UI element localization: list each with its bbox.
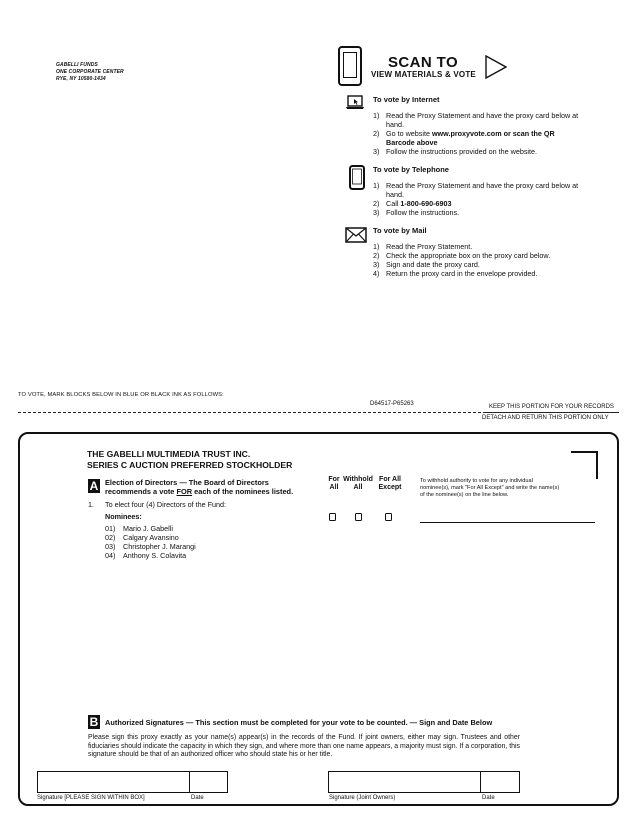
vote-by-telephone — [345, 165, 580, 221]
control-number: D64517-P65263 — [370, 401, 414, 407]
sender-line: ONE CORPORATE CENTER — [56, 69, 124, 75]
keep-portion-text: KEEP THIS PORTION FOR YOUR RECORDS — [489, 404, 614, 410]
list-item: 3) Follow the instructions. — [373, 208, 460, 217]
divider — [486, 412, 619, 413]
internet-steps — [373, 111, 583, 156]
list-item: 4) Return the proxy card in the envelope provided. — [373, 269, 538, 278]
list-item: 2) Call 1-800-690-6903 — [373, 199, 452, 208]
internet-title: To vote by Internet — [373, 95, 440, 104]
nominee-item: 03) Christopher J. Marangi — [105, 542, 196, 551]
column-header-withhold-all: Withhold All — [343, 476, 373, 491]
withhold-all-checkbox[interactable] — [355, 513, 362, 521]
proxyvote-url[interactable]: www.proxyvote.com or scan the QR Barcode above — [386, 129, 555, 147]
laptop-icon — [345, 95, 365, 111]
sender-line: RYE, NY 10580-1434 — [56, 76, 106, 82]
phone-number: 1-800-690-6903 — [400, 199, 452, 208]
nominee-exception-field[interactable] — [420, 522, 595, 523]
section-a-badge: A — [89, 479, 99, 493]
joint-signature-box[interactable] — [328, 771, 481, 793]
series-name: SERIES C AUCTION PREFERRED STOCKHOLDER — [87, 460, 293, 470]
vote-by-mail — [345, 226, 580, 282]
telephone-steps — [373, 181, 583, 217]
section-a-heading: Election of Directors — The Board of Directors recommends a vote FOR each of the nominees listed. — [105, 478, 294, 496]
sender-address — [56, 62, 124, 83]
nominees-label: Nominees: — [105, 512, 142, 521]
registration-mark — [571, 451, 598, 479]
nominee-item: 02) Calgary Avansino — [105, 533, 179, 542]
joint-date-label: Date — [482, 795, 495, 801]
arrow-right-icon — [485, 55, 507, 79]
date-label: Date — [191, 795, 204, 801]
column-header-for-all-except: For All Except — [378, 476, 402, 491]
telephone-title: To vote by Telephone — [373, 165, 449, 174]
ink-instructions: TO VOTE, MARK BLOCKS BELOW IN BLUE OR BLACK INK AS FOLLOWS: — [18, 392, 224, 398]
column-header-for-all: For All — [328, 476, 340, 491]
list-item: 1) Read the Proxy Statement. — [373, 242, 473, 251]
joint-signature-label: Signature (Joint Owners) — [329, 795, 396, 801]
nominee-item: 04) Anthony S. Colavita — [105, 551, 187, 560]
scan-subtitle: VIEW MATERIALS & VOTE — [371, 70, 476, 79]
signature-label: Signature [PLEASE SIGN WITHIN BOX] — [37, 795, 145, 801]
fund-name: THE GABELLI MULTIMEDIA TRUST INC. — [87, 449, 251, 459]
list-item: 1) Read the Proxy Statement and have the proxy card below at hand. — [373, 111, 579, 129]
list-item: 3) Sign and date the proxy card. — [373, 260, 480, 269]
section-b-badge: B — [89, 715, 99, 729]
list-item: 3) Follow the instructions provided on the website. — [373, 147, 538, 156]
list-item: 2) Check the appropriate box on the proxy card below. — [373, 251, 551, 260]
phone-icon — [349, 165, 369, 191]
date-box[interactable] — [189, 771, 228, 793]
nominee-item: 01) Mario J. Gabelli — [105, 524, 173, 533]
vote-by-internet — [345, 95, 580, 157]
for-all-checkbox[interactable] — [329, 513, 336, 521]
withhold-instructions: To withhold authority to vote for any individual nominee(s), mark "For All Except" and write the name(s) of the nominee(s) on the line below. — [420, 478, 560, 498]
detach-line — [18, 412, 486, 413]
signature-instructions: Please sign this proxy exactly as your name(s) appear(s) in the records of the Fund. If joint owners, either may sign. Trustees and other fiduciaries should indicate the capacity in which they sign, and where more than one name appears, a majority must sign. If a corporation, this signature should be that of an authorized officer who should state his or her title. — [88, 734, 520, 758]
detach-portion-text: DETACH AND RETURN THIS PORTION ONLY — [482, 415, 609, 421]
list-item: 2) Go to website www.proxyvote.com or scan the QR Barcode above — [373, 129, 555, 147]
section-b-heading: Authorized Signatures — This section must be completed for your vote to be counted. — Sign and Date Below — [105, 718, 493, 727]
scan-title: SCAN TO — [388, 54, 459, 71]
signature-box[interactable] — [37, 771, 190, 793]
sender-line: GABELLI FUNDS — [56, 62, 98, 68]
mail-title: To vote by Mail — [373, 226, 427, 235]
proposal-1: 1. To elect four (4) Directors of the Fund: — [88, 500, 227, 509]
for-all-except-checkbox[interactable] — [385, 513, 392, 521]
joint-date-box[interactable] — [480, 771, 520, 793]
envelope-icon — [345, 227, 367, 243]
mail-steps — [373, 242, 583, 278]
list-item: 1) Read the Proxy Statement and have the proxy card below at hand. — [373, 181, 579, 199]
smartphone-icon — [338, 46, 362, 86]
